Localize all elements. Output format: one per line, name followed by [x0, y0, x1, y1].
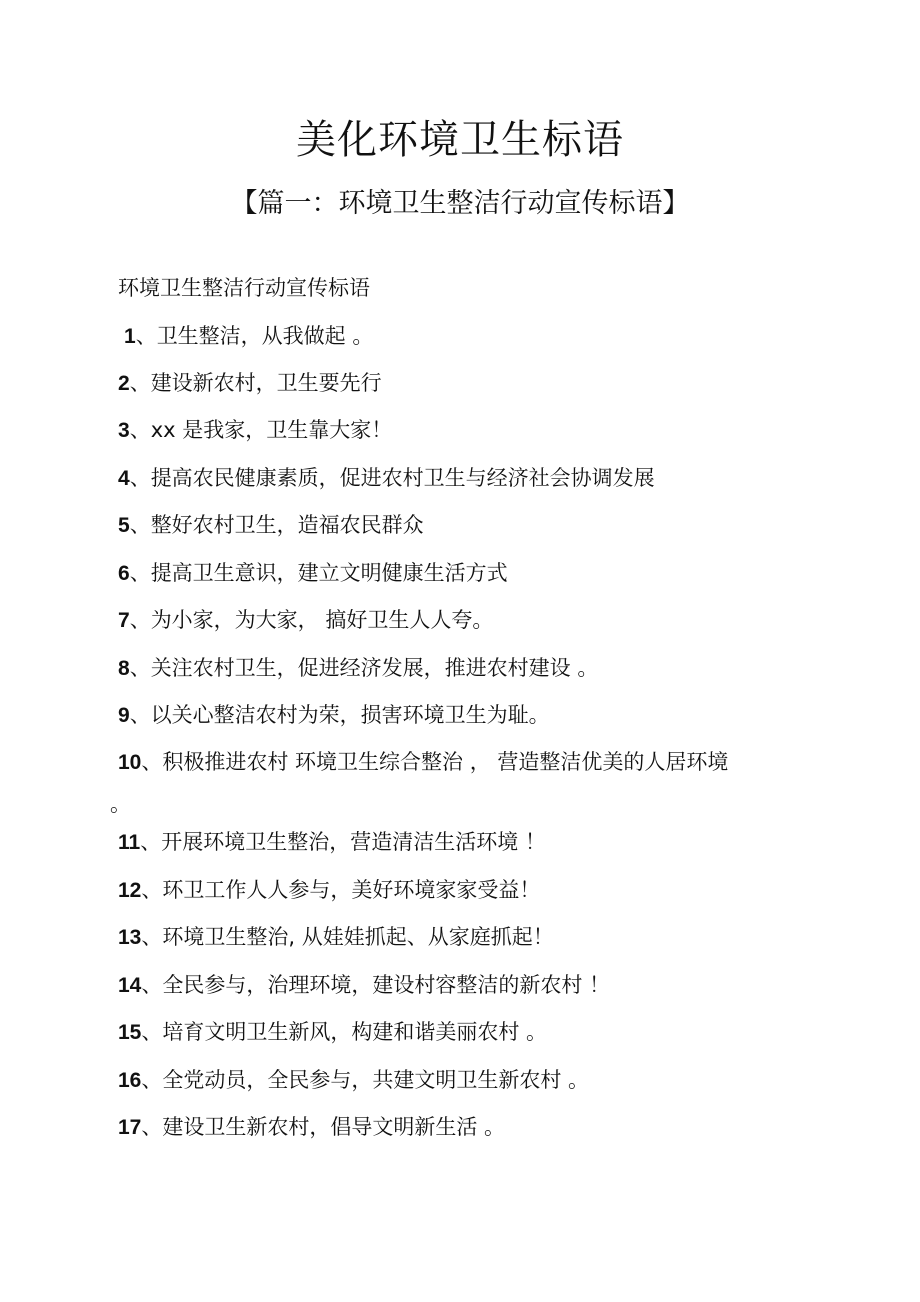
list-item: 12、环卫工作人人参与，美好环境家家受益！	[118, 878, 541, 902]
list-item: 11、开展环境卫生整治，营造清洁生活环境 ！	[118, 830, 546, 854]
list-item: 10、积极推进农村 环境卫生综合整治 ， 营造整洁优美的人居环境	[118, 750, 729, 774]
list-item: 8、关注农村卫生，促进经济发展，推进农村建设 。	[118, 656, 599, 680]
list-item: 2、建设新农村，卫生要先行	[118, 371, 382, 395]
document-subtitle: 【篇一：环境卫生整洁行动宣传标语】	[230, 188, 690, 219]
list-item: 14、全民参与，治理环境，建设村容整洁的新农村 ！	[118, 973, 611, 997]
list-item: 7、为小家，为大家， 搞好卫生人人夸。	[118, 608, 494, 632]
item-10-wrapped-punctuation: 。	[110, 792, 131, 816]
list-item: 4、提高农民健康素质，促进农村卫生与经济社会协调发展	[118, 466, 655, 490]
list-item: 3、xx 是我家，卫生靠大家！	[118, 418, 393, 442]
list-item: 17、建设卫生新农村，倡导文明新生活 。	[118, 1115, 506, 1139]
list-item: 13、环境卫生整治, 从娃娃抓起、从家庭抓起！	[118, 925, 554, 949]
list-item: 1、卫生整洁，从我做起 。	[124, 324, 374, 348]
list-item: 9、以关心整洁农村为荣，损害环境卫生为耻。	[118, 703, 550, 727]
intro-line: 环境卫生整洁行动宣传标语	[118, 276, 370, 300]
list-item: 5、整好农村卫生，造福农民群众	[118, 513, 424, 537]
document-title: 美化环境卫生标语	[296, 117, 624, 163]
list-item: 15、培育文明卫生新风，构建和谐美丽农村 。	[118, 1020, 548, 1044]
list-item: 6、提高卫生意识，建立文明健康生活方式	[118, 561, 508, 585]
list-item: 16、全党动员，全民参与，共建文明卫生新农村 。	[118, 1068, 590, 1092]
